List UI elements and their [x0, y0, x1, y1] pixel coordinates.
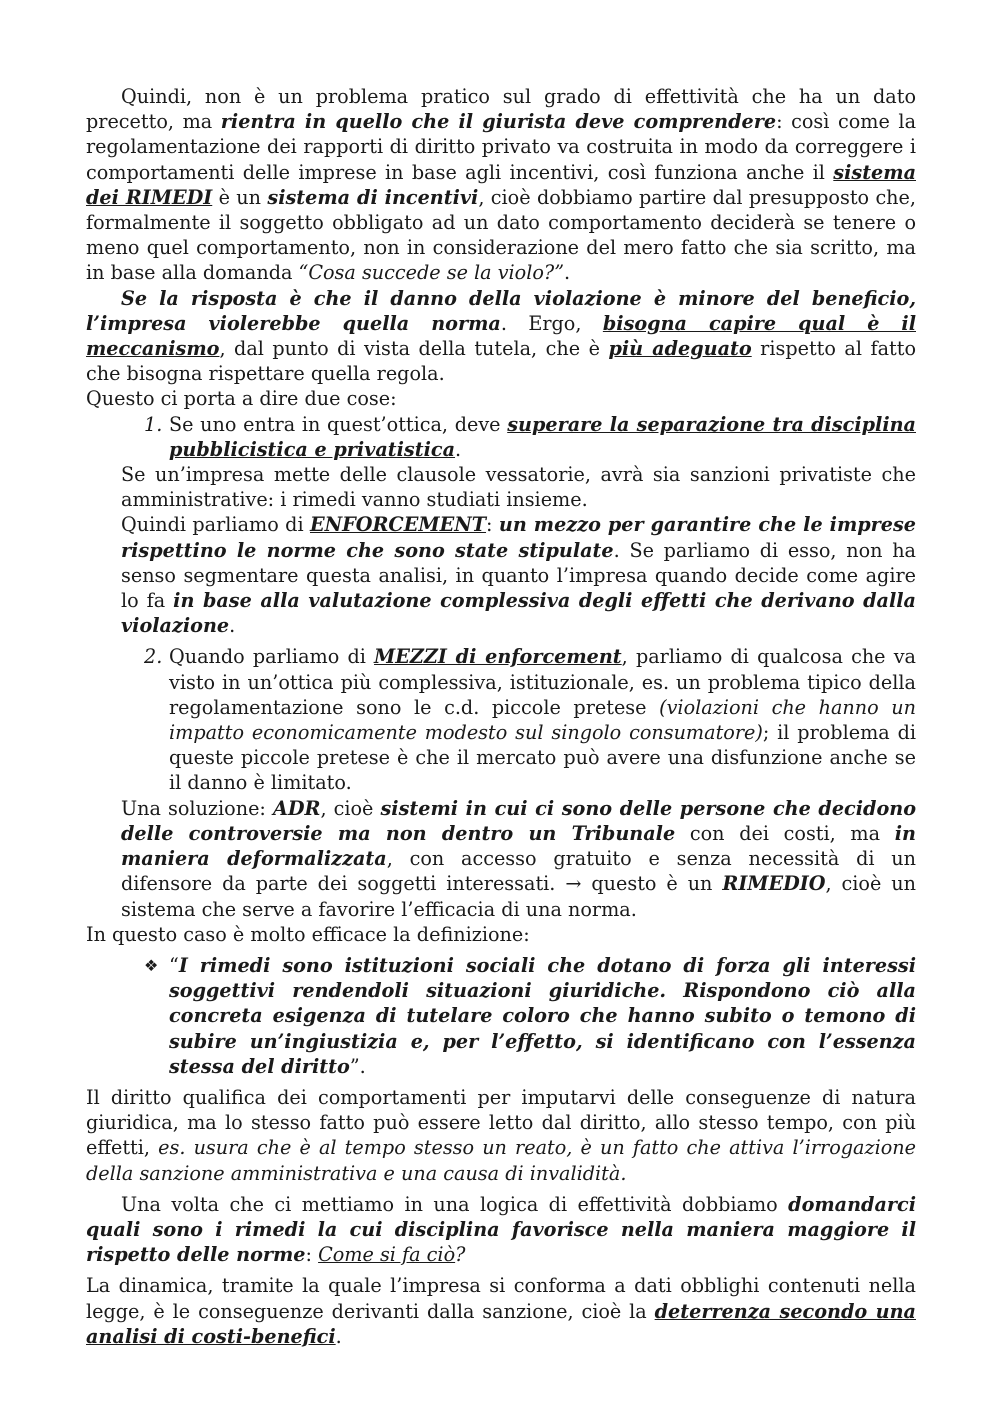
text: .	[229, 614, 236, 638]
list-item-text	[169, 644, 916, 795]
text: : così come la regolamentazione dei rapporti di diritto privato va costruita in modo da correggere i comportamenti delle imprese in base agli incentivi, così funziona anche il	[86, 110, 917, 184]
quote-text	[169, 953, 916, 1079]
list-item-2	[144, 644, 916, 795]
text: . Ergo,	[500, 311, 603, 335]
text: rispetto al fatto che bisogna rispettare quella regola.	[86, 337, 917, 386]
text: , parliamo di qualcosa che va visto in un’ottica più complessiva, istituzionale, es. un problema tipico della regolamentazione sono le c.d. piccole pretese	[169, 645, 916, 719]
paragraph-2	[86, 286, 916, 387]
diamond-bullet-icon: ❖	[144, 955, 159, 975]
emphasis-underlined: MEZZI di enforcement	[374, 645, 622, 669]
paragraph-1	[86, 84, 916, 286]
paragraph-3: Questo ci porta a dire due cose:	[86, 387, 397, 411]
emphasis-underlined: più adeguato	[608, 337, 752, 361]
text: con dei costi, ma	[675, 821, 895, 845]
italic-question: “Cosa succede se la violo?”	[298, 261, 565, 285]
emphasis: in base alla valutazione complessiva degli effetti che derivano dalla violazione	[121, 589, 916, 638]
text: , cioè dobbiamo partire dal presupposto che, formalmente il soggetto obbligato ad un dato comportamento deciderà se tenere o meno quel comportamento, non in considerazione del mero fatto che sia scritto, ma in base alla domanda	[86, 185, 916, 285]
text: , dal punto di vista della tutela, che è	[219, 337, 609, 361]
text: , cioè un sistema che serve a favorire l’efficacia di una norma.	[121, 872, 916, 921]
text: è un	[212, 185, 268, 209]
italic-underlined: Come si fa ciò	[318, 1243, 456, 1267]
emphasis: Se la risposta è che il danno della violazione è minore del beneficio, l’impresa violerebbe quella norma	[86, 286, 916, 335]
italic-example: es. usura che è al tempo stesso un reato, è un fatto che attiva l’irrogazione della sanzione amministrativa e una causa di invalidità.	[86, 1136, 916, 1185]
text: .	[564, 261, 571, 285]
text: ”.	[349, 1054, 366, 1078]
emphasis: sistema di incentivi	[267, 185, 479, 209]
paragraph-9	[86, 1192, 916, 1268]
paragraph-6	[121, 796, 916, 922]
text: La dinamica, tramite la quale l’impresa si conforma a dati obblighi contenuti nella legge, è le conseguenze derivanti dalla sanzione, cioè la	[86, 1274, 916, 1323]
text: , cioè	[320, 796, 381, 820]
text: Il diritto qualifica dei comportamenti per imputarvi delle conseguenze di natura giuridica, ma lo stesso fatto può essere letto dal diritto, allo stesso tempo, con più effetti,	[86, 1085, 916, 1160]
text: . Se parliamo di esso, non ha senso segmentare questa analisi, in quanto l’impresa quando decide come agire lo fa	[121, 538, 916, 613]
text: :	[486, 513, 499, 537]
emphasis: rientra in quello che il giurista deve comprendere	[220, 110, 777, 134]
text: .	[455, 437, 462, 461]
text: Quindi, non è un problema pratico sul grado di effettività che ha un dato precetto, ma	[86, 85, 916, 134]
paragraph-10	[86, 1273, 916, 1349]
emphasis: un mezzo per garantire che le imprese rispettino le norme che sono state stipulate	[121, 513, 916, 562]
emphasis-underlined: bisogna capire qual è il meccanismo	[86, 311, 916, 361]
emphasis: RIMEDIO	[722, 872, 826, 896]
emphasis-underlined: sistema dei RIMEDI	[86, 160, 916, 209]
text: “	[169, 953, 179, 977]
list-item-1	[144, 412, 916, 462]
paragraph-5	[121, 512, 916, 638]
list-marker: 1.	[144, 412, 163, 436]
italic-aside: (violazioni che hanno un impatto economicamente modesto sul singolo consumatore)	[169, 695, 916, 745]
text: Quando parliamo di	[169, 645, 375, 669]
emphasis-underlined: ENFORCEMENT	[309, 513, 487, 537]
emphasis-underlined: deterrenza secondo una analisi di costi-benefici	[86, 1299, 916, 1348]
emphasis: ADR	[272, 796, 321, 820]
text: :	[305, 1243, 319, 1267]
text: ?	[455, 1243, 466, 1267]
text: Se uno entra in quest’ottica, deve	[169, 412, 508, 436]
list-item-text	[169, 412, 916, 462]
emphasis: domandarci quali sono i rimedi la cui disciplina favorisce nella maniera maggiore il rispetto delle norme	[86, 1192, 916, 1267]
quote-item	[144, 953, 916, 1079]
emphasis: I rimedi sono istituzioni sociali che dotano di forza gli interessi soggettivi rendendoli situazioni giuridiche. Rispondono ciò alla concreta esigenza di tutelare coloro che hanno subito o temono di subire un’ingiustizia e, per l’effetto, si identificano con l’essenza stessa del diritto	[169, 953, 916, 1078]
document-page	[86, 84, 916, 1349]
emphasis: sistemi in cui ci sono delle persone che decidono delle controversie ma non dentro un Tribunale	[121, 796, 916, 845]
text: Una soluzione:	[121, 796, 273, 820]
list-marker: 2.	[144, 645, 163, 669]
text: .	[335, 1324, 342, 1348]
text: , con accesso gratuito e senza necessità di un difensore da parte dei soggetti interessati. → questo è un	[121, 847, 916, 896]
emphasis-underlined: superare la separazione tra disciplina pubblicistica e privatistica	[169, 412, 916, 461]
text: Quindi parliamo di	[121, 513, 310, 537]
paragraph-8	[86, 1085, 916, 1186]
paragraph-7: In questo caso è molto efficace la definizione:	[86, 922, 530, 946]
text: ; il problema di queste piccole pretese è che il mercato può avere una disfunzione anche se il danno è limitato.	[169, 721, 916, 795]
emphasis: in maniera deformalizzata	[121, 821, 916, 871]
paragraph-4: Se un’impresa mette delle clausole vessatorie, avrà sia sanzioni privatiste che amministrative: i rimedi vanno studiati insieme.	[121, 463, 916, 512]
text: Una volta che ci mettiamo in una logica di effettività dobbiamo	[121, 1192, 789, 1216]
